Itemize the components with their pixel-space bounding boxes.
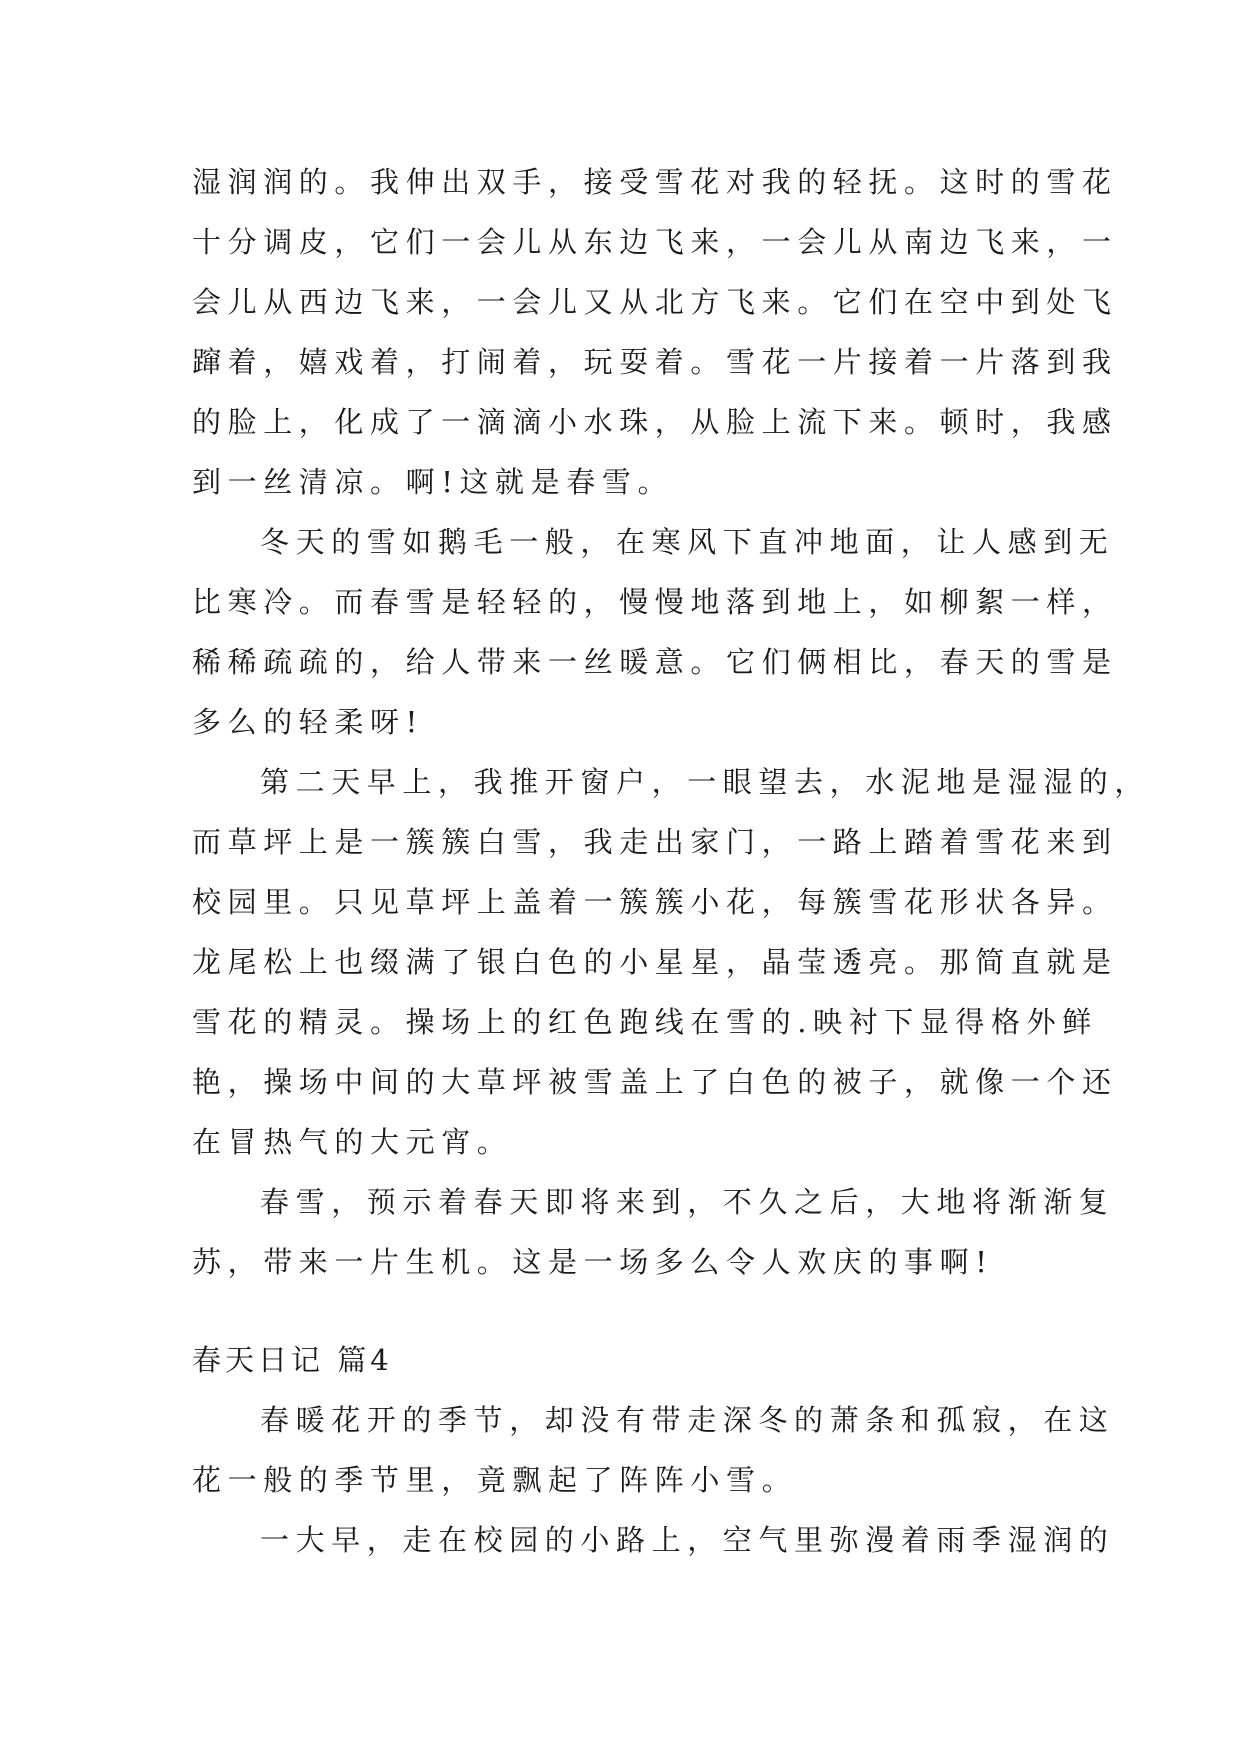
paragraph-4 [192, 1172, 1115, 1292]
paragraph-line: 雪花的精灵。操场上的红色跑线在雪的.映衬下显得格外鲜 [192, 1005, 1098, 1039]
paragraph-line: 花一般的季节里，竟飘起了阵阵小雪。 [192, 1463, 798, 1497]
paragraph-line: 在冒热气的大元宵。 [192, 1125, 513, 1159]
paragraph-line: 苏，带来一片生机。这是一场多么令人欢庆的事啊! [192, 1245, 994, 1279]
paragraph-line: 蹿着，嬉戏着，打闹着，玩耍着。雪花一片接着一片落到我 [192, 345, 1118, 379]
paragraph-line: 会儿从西边飞来，一会儿又从北方飞来。它们在空中到处飞 [192, 285, 1118, 319]
paragraph-line: 一大早，走在校园的小路上，空气里弥漫着雨季湿润的 [260, 1523, 1115, 1557]
section-paragraph-2 [192, 1510, 1115, 1570]
paragraph-line: 冬天的雪如鹅毛一般，在寒风下直冲地面，让人感到无 [260, 525, 1115, 559]
paragraph-1 [192, 152, 1118, 512]
paragraph-line: 校园里。只见草坪上盖着一簇簇小花，每簇雪花形状各异。 [192, 885, 1118, 919]
paragraph-line: 多么的轻柔呀! [192, 705, 424, 739]
paragraph-line: 比寒冷。而春雪是轻轻的，慢慢地落到地上，如柳絮一样， [192, 585, 1118, 619]
section-heading: 春天日记 篇4 [192, 1343, 393, 1377]
paragraph-line: 到一丝清凉。啊!这就是春雪。 [192, 465, 674, 499]
paragraph-line: 稀稀疏疏的，给人带来一丝暖意。它们俩相比，春天的雪是 [192, 645, 1118, 679]
paragraph-line: 而草坪上是一簇簇白雪，我走出家门，一路上踏着雪花来到 [192, 825, 1118, 859]
paragraph-line: 第二天早上，我推开窗户，一眼望去，水泥地是湿湿的， [260, 765, 1151, 799]
paragraph-line: 的脸上，化成了一滴滴小水珠，从脸上流下来。顿时，我感 [192, 405, 1118, 439]
paragraph-3 [192, 752, 1151, 1172]
paragraph-line: 湿润润的。我伸出双手，接受雪花对我的轻抚。这时的雪花 [192, 165, 1118, 199]
paragraph-line: 艳，操场中间的大草坪被雪盖上了白色的被子，就像一个还 [192, 1065, 1118, 1099]
paragraph-line: 春雪，预示着春天即将来到，不久之后，大地将渐渐复 [260, 1185, 1115, 1219]
paragraph-line: 春暖花开的季节，却没有带走深冬的萧条和孤寂，在这 [260, 1403, 1115, 1437]
paragraph-2 [192, 512, 1118, 752]
paragraph-line: 龙尾松上也缀满了银白色的小星星，晶莹透亮。那简直就是 [192, 945, 1118, 979]
section-paragraph-1 [192, 1390, 1115, 1510]
paragraph-line: 十分调皮，它们一会儿从东边飞来，一会儿从南边飞来，一 [192, 225, 1118, 259]
